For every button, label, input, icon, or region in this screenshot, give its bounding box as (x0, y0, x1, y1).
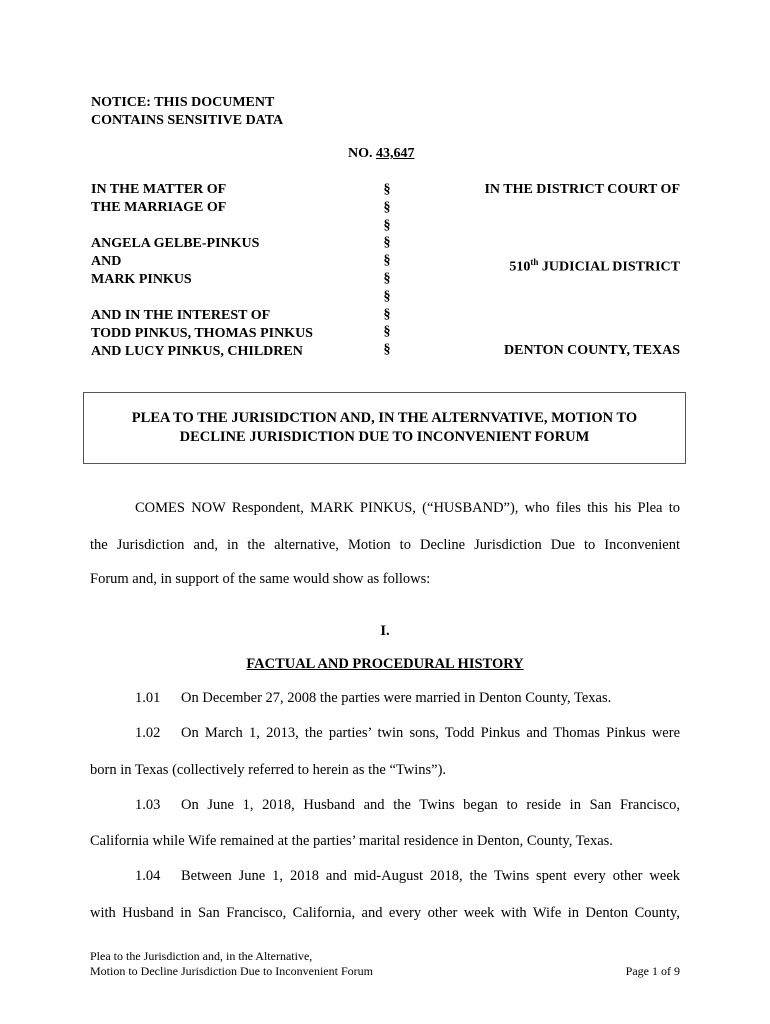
document-title-line-2: DECLINE JURISDICTION DUE TO INCONVENIENT FORUM (179, 429, 590, 445)
intro-line-3: Forum and, in support of the same would show as follows: (90, 571, 431, 587)
document-title-box (83, 392, 686, 464)
caption-line: IN THE MATTER OF (91, 182, 227, 197)
paragraph-number: 1.03 (135, 797, 161, 813)
paragraph-1-03-line-2: California while Wife remained at the parties’ marital residence in Denton, County, Texas. (90, 833, 613, 849)
intro-line-1: COMES NOW Respondent, MARK PINKUS, (“HUSBAND”), who files this his Plea to (135, 500, 680, 516)
county-name: DENTON COUNTY, TEXAS (504, 343, 680, 358)
district-ordinal: th (530, 257, 539, 267)
case-number (348, 146, 415, 162)
paragraph-1-02-line-2: born in Texas (collectively referred to herein as the “Twins”). (90, 762, 447, 778)
case-number-prefix: NO. (348, 146, 376, 161)
footer-line-1: Plea to the Jurisdiction and, in the Alternative, (90, 949, 313, 963)
section-symbol: § (383, 182, 391, 197)
notice-line-2: CONTAINS SENSITIVE DATA (91, 113, 284, 128)
paragraph-number: 1.01 (135, 690, 161, 706)
footer-line-2: Motion to Decline Jurisdiction Due to Inconvenient Forum (90, 964, 373, 978)
caption-line (91, 289, 313, 307)
paragraph-1-04-line-1: Between June 1, 2018 and mid-August 2018, the Twins spent every other week (181, 868, 680, 884)
caption-line: MARK PINKUS (91, 272, 192, 287)
district-number: 510 (509, 259, 531, 275)
section-symbol: § (383, 342, 391, 358)
case-number-value: 43,647 (376, 146, 415, 161)
caption-line: ANGELA GELBE-PINKUS (91, 236, 260, 251)
caption-line: AND IN THE INTEREST OF (91, 308, 271, 323)
section-symbol: § (383, 253, 391, 269)
intro-line-2: the Jurisdiction and, in the alternative, Motion to Decline Jurisdiction Due to Inconvenient (90, 537, 680, 553)
paragraph-1-02-line-1: On March 1, 2013, the parties’ twin sons, Todd Pinkus and Thomas Pinkus were (181, 725, 680, 741)
court-name: IN THE DISTRICT COURT OF (484, 182, 680, 197)
section-symbol: § (383, 199, 391, 215)
caption-line: THE MARRIAGE OF (91, 200, 227, 215)
caption-line: AND (91, 254, 122, 269)
section-symbol: § (383, 306, 391, 322)
section-symbol: § (383, 235, 391, 251)
caption-line (91, 217, 313, 235)
section-symbol: § (383, 270, 391, 286)
section-symbol: § (383, 288, 391, 304)
judicial-district (509, 253, 680, 277)
caption-line: AND LUCY PINKUS, CHILDREN (91, 344, 303, 359)
district-label: JUDICIAL DISTRICT (538, 259, 680, 275)
section-symbol: § (383, 324, 391, 340)
caption-line: TODD PINKUS, THOMAS PINKUS (91, 326, 313, 341)
caption-parties (91, 181, 313, 361)
section-symbol: § (383, 217, 391, 233)
footer-title (90, 949, 373, 979)
document-title-line-1: PLEA TO THE JURISIDCTION AND, IN THE ALTERNVATIVE, MOTION TO (131, 410, 638, 426)
paragraph-1-01-text: On December 27, 2008 the parties were married in Denton County, Texas. (181, 690, 612, 706)
page-number: Page 1 of 9 (625, 964, 680, 978)
sensitive-data-notice (91, 94, 283, 130)
paragraph-number: 1.04 (135, 868, 161, 884)
notice-line-1: NOTICE: THIS DOCUMENT (91, 95, 275, 110)
paragraph-1-03-line-1: On June 1, 2018, Husband and the Twins began to reside in San Francisco, (181, 797, 680, 813)
section-number: I. (380, 623, 390, 639)
section-heading-wrap (90, 655, 680, 673)
paragraph-number: 1.02 (135, 725, 161, 741)
paragraph-1-04-line-2: with Husband in San Francisco, California, and every other week with Wife in Denton County, (90, 905, 680, 921)
section-symbol-column (380, 181, 394, 359)
section-heading: FACTUAL AND PROCEDURAL HISTORY (246, 656, 524, 672)
